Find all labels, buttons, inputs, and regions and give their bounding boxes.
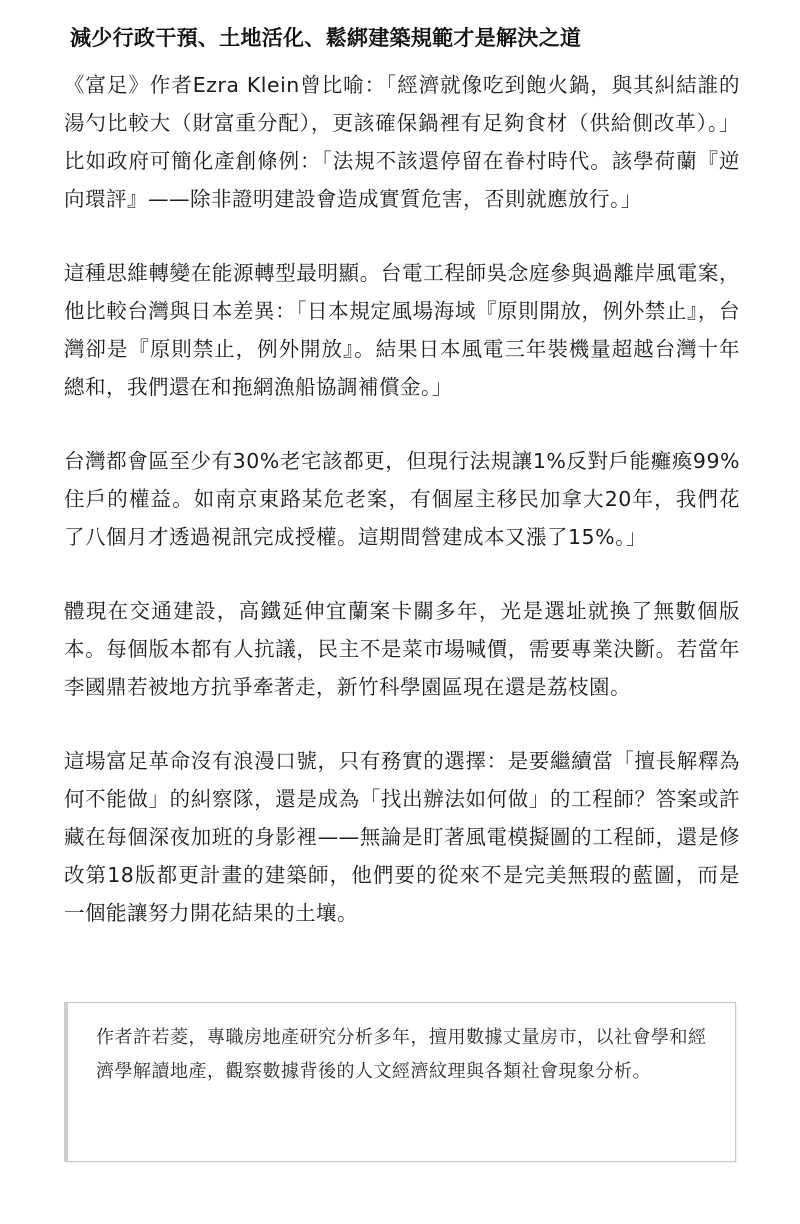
paragraph-fuzu-quote: 《富足》作者Ezra Klein曾比喻：「經濟就像吃到飽火鍋，與其糾結誰的湯勺比較大（財富重分配），更該確保鍋裡有足夠食材（供給側改革）。」比如政府可簡化產創條例：「法規不該還停留在眷村時代。該學荷蘭『逆向環評』——除非證明建設會造成實質危害，否則就應放行。」 — [64, 73, 740, 211]
author-bio-text: 作者許若菱，專職房地產研究分析多年，擅用數據丈量房市，以社會學和經濟學解讀地產，觀察數據背後的人文經濟紋理與各類社會現象分析。 — [96, 1027, 707, 1082]
section-heading: 減少行政干預、土地活化、鬆綁建築規範才是解決之道 — [70, 26, 582, 50]
paragraph-conclusion: 這場富足革命沒有浪漫口號，只有務實的選擇：是要繼續當「擅長解釋為何不能做」的糾察隊，還是成為「找出辦法如何做」的工程師？答案或許藏在每個深夜加班的身影裡——無論是盯著風電模擬圖的工程師，還是修改第18版都更計畫的建築師，他們要的從來不是完美無瑕的藍圖，而是一個能讓努力開花結果的土壤。 — [64, 749, 740, 925]
author-bio-box — [64, 1002, 736, 1162]
paragraph-energy-transition: 這種思維轉變在能源轉型最明顯。台電工程師吳念庭參與過離岸風電案，他比較台灣與日本差異：「日本規定風場海域『原則開放，例外禁止』，台灣卻是『原則禁止，例外開放』。結果日本風電三年裝機量超越台灣十年總和，我們還在和拖網漁船協調補償金。」 — [64, 261, 740, 399]
paragraph-transport: 體現在交通建設，高鐵延伸宜蘭案卡關多年，光是選址就換了無數個版本。每個版本都有人抗議，民主不是菜市場喊價，需要專業決斷。若當年李國鼎若被地方抗爭牽著走，新竹科學園區現在還是荔枝園。 — [64, 599, 740, 699]
article-body — [64, 18, 740, 968]
paragraph-urban-renewal: 台灣都會區至少有30%老宅該都更，但現行法規讓1%反對戶能癱瘓99%住戶的權益。如南京東路某危老案，有個屋主移民加拿大20年，我們花了八個月才透過視訊完成授權。這期間營建成本又漲了15%。」 — [64, 449, 740, 549]
